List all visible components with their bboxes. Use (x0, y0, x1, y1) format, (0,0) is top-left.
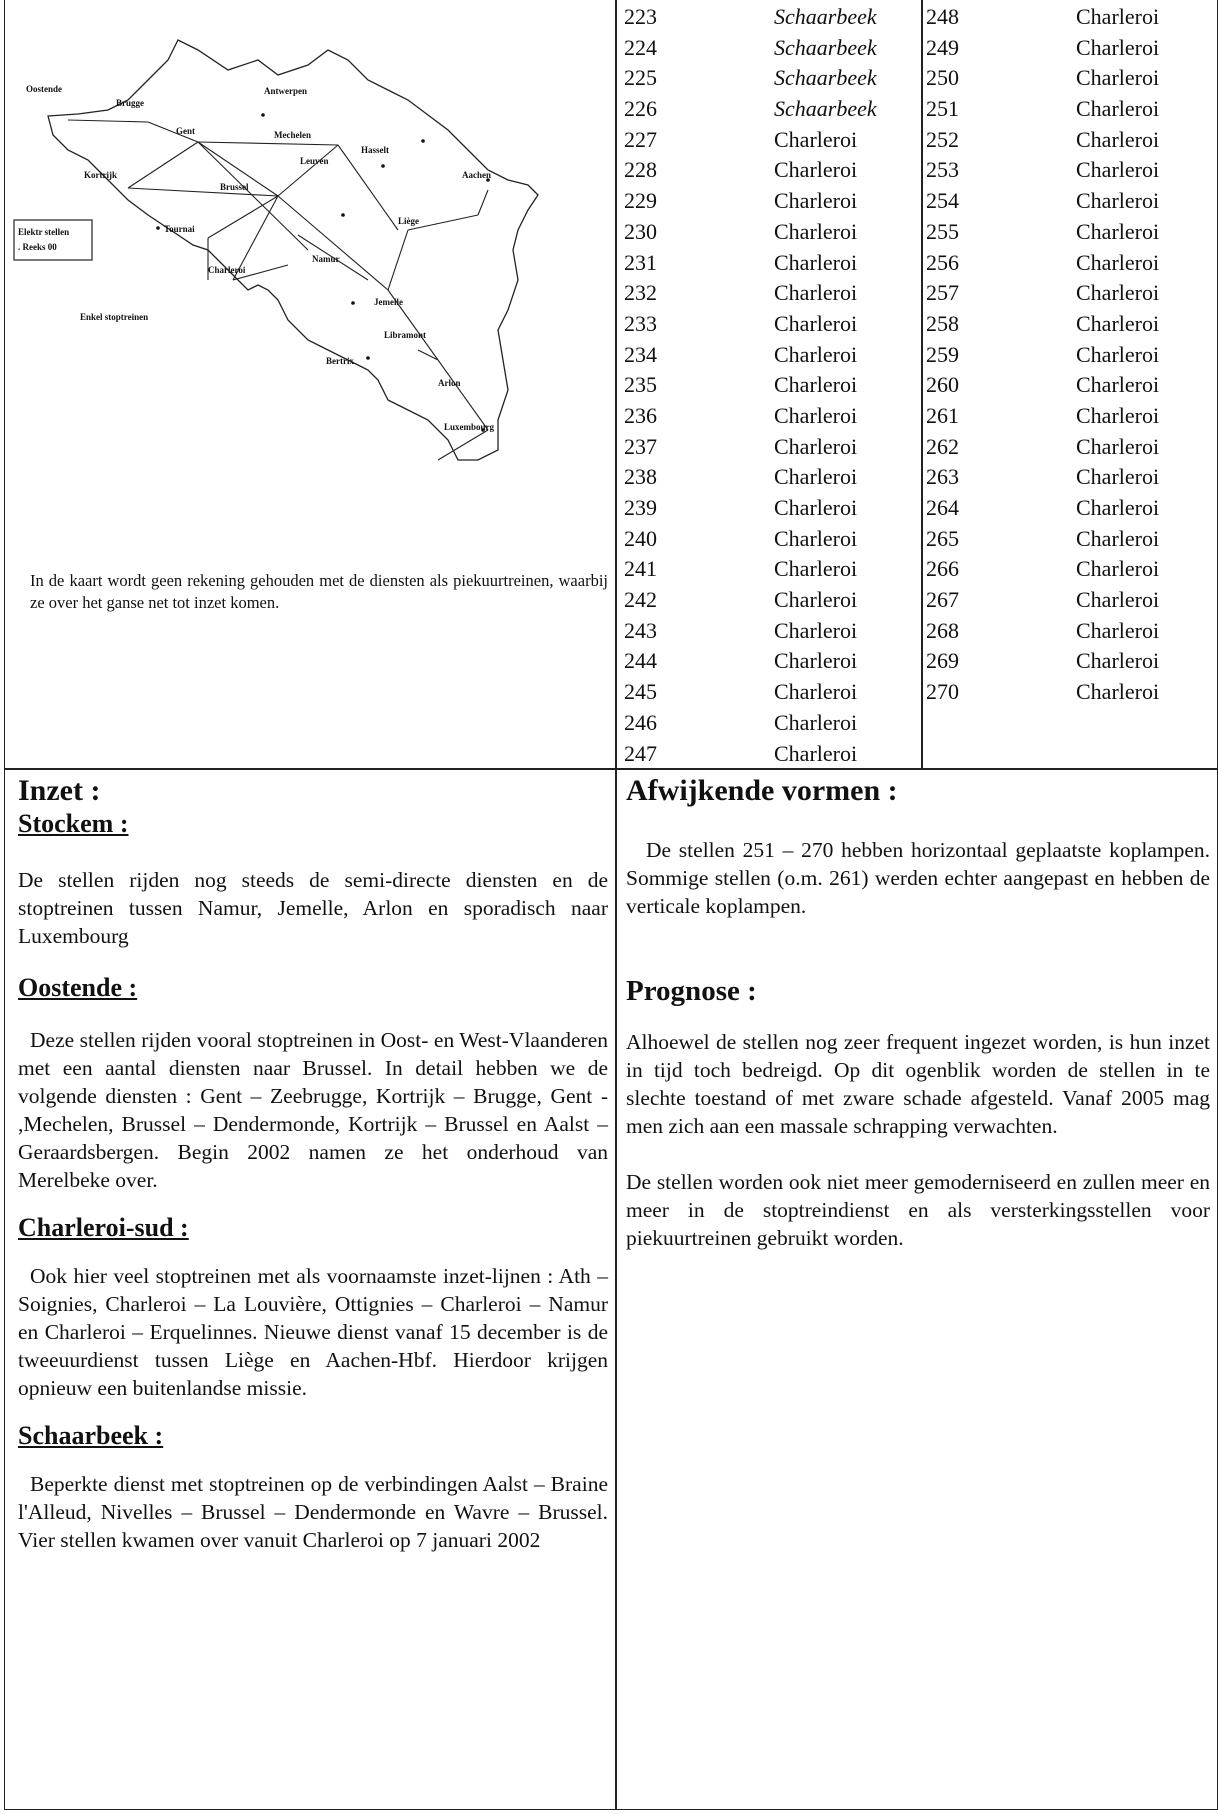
unit-depot: Schaarbeek (774, 65, 877, 91)
unit-depot: Schaarbeek (774, 34, 877, 60)
table-row (624, 401, 914, 432)
map-label-libramont: Libramont (384, 330, 427, 340)
table-row (926, 278, 1206, 309)
unit-depot: Charleroi (1076, 464, 1160, 490)
map-label-luxembourg: Luxembourg (444, 422, 495, 432)
oostende-text: Deze stellen rijden vooral stoptreinen in Oost- en West-Vlaanderen met een aantal diensten naar Brussel. In detail hebben we de volgende diensten : Gent – Zeebrugge, Kortrijk – Brugge, Gent - ,Mechelen, Brussel – Dendermonde, Kortrijk – Brussel en Aalst – Geraardsbergen. Begin 2002 namen ze het onderhoud van Merelbeke over. (18, 1028, 608, 1192)
map-legend-line1: Elektr stellen (18, 227, 70, 237)
unit-number: 237 (624, 433, 657, 459)
map-label-gent: Gent (176, 126, 195, 136)
unit-depot: Charleroi (1076, 679, 1160, 705)
unit-number: 230 (624, 218, 657, 244)
table-row (926, 217, 1206, 248)
table-row (624, 217, 914, 248)
unit-number: 267 (926, 587, 959, 613)
unit-number: 247 (624, 740, 657, 766)
table-row (624, 646, 914, 677)
stockem-text: De stellen rijden nog steeds de semi-directe diensten en de stoptreinen tussen Namur, Jemelle, Arlon en sporadisch naar Luxembourg (18, 868, 608, 948)
unit-number: 246 (624, 709, 657, 735)
unit-depot: Charleroi (1076, 157, 1160, 183)
table-row (624, 2, 914, 33)
unit-depot: Charleroi (1076, 372, 1160, 398)
unit-number: 228 (624, 157, 657, 183)
prognose-title: Prognose : (626, 975, 757, 1007)
table-row (624, 739, 914, 770)
unit-depot: Charleroi (1076, 65, 1160, 91)
map-label-antwerpen: Antwerpen (264, 86, 307, 96)
unit-depot: Schaarbeek (774, 96, 877, 122)
unit-number: 229 (624, 188, 657, 214)
table-row (624, 63, 914, 94)
map-label-bertrix: Bertrix (326, 356, 354, 366)
table-row (624, 94, 914, 125)
table-row (624, 524, 914, 555)
table-row (926, 554, 1206, 585)
table-row (926, 2, 1206, 33)
table-row (624, 309, 914, 340)
unit-number: 231 (624, 249, 657, 275)
table-row (624, 708, 914, 739)
table-row (926, 462, 1206, 493)
table-row (624, 186, 914, 217)
table-row (926, 309, 1206, 340)
unit-depot: Charleroi (774, 188, 858, 214)
unit-depot: Charleroi (1076, 648, 1160, 674)
unit-depot: Charleroi (774, 126, 858, 152)
table-row (926, 493, 1206, 524)
unit-depot: Charleroi (1076, 126, 1160, 152)
unit-depot: Charleroi (774, 372, 858, 398)
table-row (624, 432, 914, 463)
unit-depot: Charleroi (774, 249, 858, 275)
unit-number: 244 (624, 648, 657, 674)
table-row (926, 340, 1206, 371)
unit-number: 248 (926, 4, 959, 29)
unit-number: 264 (926, 495, 959, 520)
stockem-heading: Stockem : (18, 809, 129, 838)
map-label-jemelle: Jemelle (374, 297, 403, 307)
unit-number: 236 (624, 402, 657, 428)
unit-depot: Charleroi (1076, 188, 1160, 214)
table-row (624, 370, 914, 401)
section-divider (5, 768, 1218, 770)
unit-number: 241 (624, 556, 657, 582)
unit-table-left (624, 2, 914, 769)
unit-number: 266 (926, 556, 959, 582)
map-label-arlon: Arlon (438, 378, 461, 388)
table-row (624, 554, 914, 585)
unit-number: 227 (624, 126, 657, 152)
unit-depot: Charleroi (1076, 556, 1160, 582)
unit-depot: Charleroi (1076, 617, 1160, 643)
unit-number: 243 (624, 617, 657, 643)
unit-depot: Charleroi (1076, 525, 1160, 551)
table-row (926, 94, 1206, 125)
unit-number: 233 (624, 310, 657, 336)
unit-number: 251 (926, 96, 959, 122)
unit-depot: Charleroi (1076, 34, 1160, 60)
map-legend-line2: . Reeks 00 (18, 242, 57, 252)
afwijkende-text: De stellen 251 – 270 hebben horizontaal geplaatste koplampen. Sommige stellen (o.m. 261) werden echter aangepast en hebben de verticale koplampen. (626, 838, 1210, 918)
table-row (926, 524, 1206, 555)
unit-depot: Schaarbeek (774, 4, 877, 29)
inzet-title: Inzet : (18, 774, 101, 807)
unit-number: 234 (624, 341, 657, 367)
table-row (926, 125, 1206, 156)
map-label-brussel: Brussel (220, 182, 249, 192)
unit-depot: Charleroi (774, 709, 858, 735)
unit-number: 254 (926, 188, 959, 214)
unit-depot: Charleroi (774, 587, 858, 613)
main-column-divider (615, 0, 617, 1810)
map-label-leuven: Leuven (300, 156, 329, 166)
map-label-kortrijk: Kortrijk (84, 170, 117, 180)
unit-depot: Charleroi (1076, 310, 1160, 336)
charleroi-text: Ook hier veel stoptreinen met als voornaamste inzet-lijnen : Ath – Soignies, Charleroi – La Louvière, Ottignies – Charleroi – Namur en Charleroi – Erquelinnes. Nieuwe dienst vanaf 15 december is de tweeuurdienst tussen Liège en Aachen-Hbf. Hierdoor krijgen opnieuw een buitenlandse missie. (18, 1264, 608, 1400)
unit-number: 265 (926, 525, 959, 551)
table-row (624, 33, 914, 64)
unit-number: 269 (926, 648, 959, 674)
unit-number: 235 (624, 372, 657, 398)
schaarbeek-heading: Schaarbeek : (18, 1421, 164, 1450)
unit-number: 253 (926, 157, 959, 183)
unit-depot: Charleroi (774, 464, 858, 490)
unit-number: 268 (926, 617, 959, 643)
unit-number: 255 (926, 218, 959, 244)
table-row (926, 186, 1206, 217)
unit-table-right (926, 2, 1206, 708)
table-row (624, 155, 914, 186)
unit-depot: Charleroi (774, 218, 858, 244)
table-row (926, 677, 1206, 708)
unit-number: 258 (926, 310, 959, 336)
prognose-text-2: De stellen worden ook niet meer gemoderniseerd en zullen meer en meer in de stoptreindienst en als versterkingsstellen voor piekuurtreinen gebruikt worden. (626, 1170, 1210, 1250)
table-row (926, 370, 1206, 401)
unit-number: 224 (624, 34, 657, 60)
unit-depot: Charleroi (774, 402, 858, 428)
unit-depot: Charleroi (774, 433, 858, 459)
unit-depot: Charleroi (774, 341, 858, 367)
map-label-enkel-stoptreinen: Enkel stoptreinen (80, 312, 149, 322)
unit-depot: Charleroi (1076, 341, 1160, 367)
unit-number: 270 (926, 679, 959, 705)
table-row (624, 278, 914, 309)
map-label-aachen: Aachen (462, 170, 491, 180)
unit-number: 256 (926, 249, 959, 275)
map-caption: In de kaart wordt geen rekening gehouden met de diensten als piekuurtreinen, waarbij ze over het ganse net tot inzet komen. (30, 571, 608, 612)
unit-depot: Charleroi (774, 525, 858, 551)
table-row (624, 616, 914, 647)
unit-depot: Charleroi (1076, 4, 1160, 29)
table-row (926, 585, 1206, 616)
unit-number: 262 (926, 433, 959, 459)
unit-number: 249 (926, 34, 959, 60)
table-row (624, 248, 914, 279)
unit-number: 226 (624, 96, 657, 122)
unit-number: 245 (624, 679, 657, 705)
charleroi-heading: Charleroi-sud : (18, 1213, 189, 1242)
table-row (926, 616, 1206, 647)
unit-depot: Charleroi (774, 495, 858, 520)
unit-number: 252 (926, 126, 959, 152)
unit-depot: Charleroi (774, 679, 858, 705)
prognose-text-1: Alhoewel de stellen nog zeer frequent ingezet worden, is hun inzet in tijd toch bedreigd. Op dit ogenblik worden de stellen in te slechte toestand of met zware schade afgesteld. Vanaf 2005 mag men zich aan een massale schrapping verwachten. (626, 1030, 1210, 1138)
schaarbeek-text: Beperkte dienst met stoptreinen op de verbindingen Aalst – Braine l'Alleud, Nivelles – Brussel – Dendermonde en Wavre – Brussel. Vier stellen kwamen over vanuit Charleroi op 7 januari 2002 (18, 1472, 608, 1552)
inzet-section (18, 774, 608, 1554)
table-row (926, 432, 1206, 463)
map-label-hasselt: Hasselt (361, 145, 389, 155)
table-row (926, 401, 1206, 432)
table-row (624, 125, 914, 156)
table-row (926, 63, 1206, 94)
map-label-namur: Namur (312, 254, 340, 264)
unit-depot: Charleroi (1076, 587, 1160, 613)
map-label-oostende: Oostende (26, 84, 62, 94)
unit-depot: Charleroi (1076, 280, 1160, 306)
table-row (624, 462, 914, 493)
table-row (926, 646, 1206, 677)
unit-number: 261 (926, 402, 959, 428)
map-label-liege: Liège (398, 216, 419, 226)
unit-number: 250 (926, 65, 959, 91)
oostende-heading: Oostende : (18, 973, 138, 1002)
unit-depot: Charleroi (1076, 433, 1160, 459)
table-row (926, 33, 1206, 64)
unit-depot: Charleroi (774, 157, 858, 183)
map-label-brugge: Brugge (116, 98, 144, 108)
unit-number: 238 (624, 464, 657, 490)
unit-depot: Charleroi (774, 556, 858, 582)
unit-number: 263 (926, 464, 959, 490)
table-row (624, 585, 914, 616)
table-row (926, 155, 1206, 186)
unit-number: 259 (926, 341, 959, 367)
unit-number: 257 (926, 280, 959, 306)
unit-depot: Charleroi (1076, 218, 1160, 244)
unit-number: 232 (624, 280, 657, 306)
table-row (926, 248, 1206, 279)
unit-depot: Charleroi (774, 280, 858, 306)
unit-number: 239 (624, 495, 657, 520)
unit-depot: Charleroi (774, 310, 858, 336)
table-row (624, 493, 914, 524)
unit-depot: Charleroi (774, 648, 858, 674)
belgium-rail-map (8, 20, 604, 540)
afwijkende-title: Afwijkende vormen : (626, 774, 898, 807)
unit-depot: Charleroi (1076, 495, 1160, 520)
unit-depot: Charleroi (774, 740, 858, 766)
unit-number: 240 (624, 525, 657, 551)
unit-depot: Charleroi (774, 617, 858, 643)
unit-number: 242 (624, 587, 657, 613)
map-label-mechelen: Mechelen (274, 130, 311, 140)
unit-depot: Charleroi (1076, 249, 1160, 275)
map-label-tournai: Tournai (164, 224, 195, 234)
unit-number: 223 (624, 4, 657, 29)
afwijkende-section (626, 774, 1210, 1252)
table-row (624, 340, 914, 371)
map-label-charleroi: Charleroi (208, 265, 246, 275)
table-column-divider (921, 0, 923, 768)
unit-number: 260 (926, 372, 959, 398)
table-row (624, 677, 914, 708)
unit-number: 225 (624, 65, 657, 91)
unit-depot: Charleroi (1076, 402, 1160, 428)
unit-depot: Charleroi (1076, 96, 1160, 122)
